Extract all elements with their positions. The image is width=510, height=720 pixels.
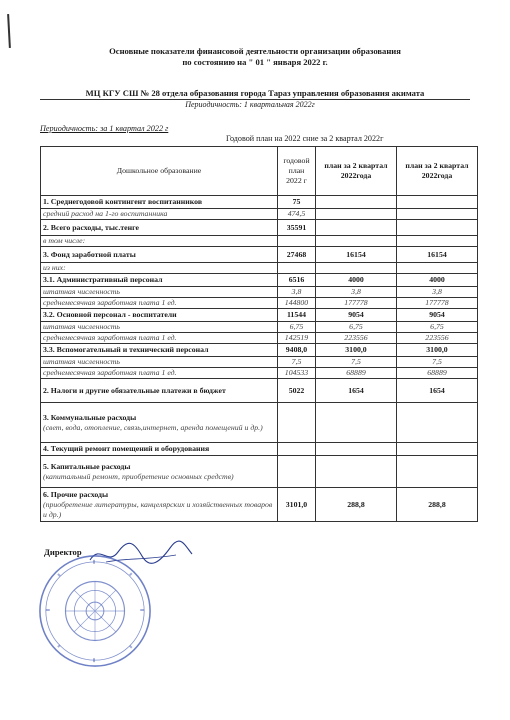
row-description: (свет, вода, отопление, связь,интернет, аренда помещений и др.): [43, 422, 263, 432]
column-header-annual-plan: годовой план 2022 г: [278, 147, 316, 196]
row-label: [41, 379, 278, 403]
table-body: [41, 196, 478, 522]
value-q2-plan: 1654: [316, 379, 397, 403]
value-q2-plan: [316, 443, 397, 456]
value-q2-plan: [316, 196, 397, 209]
table-row: [41, 209, 478, 220]
value-q2-plan-2: 16154: [397, 247, 478, 263]
table-row: [41, 309, 478, 322]
value-annual-plan: 5022: [278, 379, 316, 403]
value-q2-plan: [316, 220, 397, 236]
row-label: [41, 220, 278, 236]
value-q2-plan-2: 6,75: [397, 322, 478, 333]
periodicity-subtitle: Периодичность: 1 квартальная 2022г: [185, 100, 315, 109]
value-q2-plan: 223556: [316, 333, 397, 344]
value-annual-plan: 6,75: [278, 322, 316, 333]
row-label: [41, 263, 278, 274]
row-label: [41, 298, 278, 309]
value-q2-plan: 3100,0: [316, 344, 397, 357]
row-label: [41, 488, 278, 522]
value-q2-plan: 6,75: [316, 322, 397, 333]
row-label-text: штатная численность: [43, 322, 120, 331]
value-annual-plan: [278, 443, 316, 456]
value-q2-plan: [316, 236, 397, 247]
plan-caption: Годовой план на 2022 сние за 2 квартал 2022г: [226, 134, 384, 143]
row-label-text: среднемесячная заработная плата 1 ед.: [43, 333, 177, 342]
row-label-text: среднемесячная заработная плата 1 ед.: [43, 298, 177, 307]
value-q2-plan-2: 3,8: [397, 287, 478, 298]
row-label-text: 3. Фонд заработной платы: [43, 249, 136, 259]
value-annual-plan: 3,8: [278, 287, 316, 298]
row-label: [41, 247, 278, 263]
table-row: [41, 247, 478, 263]
row-label: [41, 236, 278, 247]
document-title: [60, 46, 450, 68]
value-annual-plan: 144800: [278, 298, 316, 309]
value-q2-plan: 177778: [316, 298, 397, 309]
value-q2-plan: [316, 209, 397, 220]
row-label-text: 5. Капитальные расходы: [43, 461, 131, 471]
row-description: (капитальный ремонт, приобретение основных средств): [43, 471, 234, 481]
title-line-2: по состоянию на " 01 " января 2022 г.: [182, 57, 328, 67]
row-label-text: 3. Коммунальные расходы: [43, 412, 137, 422]
row-label: [41, 209, 278, 220]
value-q2-plan-2: [397, 263, 478, 274]
value-q2-plan-2: [397, 196, 478, 209]
table-row: [41, 236, 478, 247]
value-q2-plan-2: [397, 220, 478, 236]
periodicity-label: Периодичность: за 1 квартал 2022 г: [40, 124, 169, 133]
value-annual-plan: 11544: [278, 309, 316, 322]
table-row: [41, 456, 478, 488]
title-line-1: Основные показатели финансовой деятельности организации образования: [109, 46, 401, 56]
column-header-section: Дошкольное образование: [41, 147, 278, 196]
row-label: [41, 403, 278, 443]
row-label-text: 3.3. Вспомогательный и технический персонал: [43, 345, 209, 354]
director-label: Директор: [44, 547, 82, 557]
row-label-text: 1. Среднегодовой контингент воспитанников: [43, 197, 203, 206]
table-row: [41, 368, 478, 379]
value-annual-plan: [278, 236, 316, 247]
row-label: [41, 309, 278, 322]
value-q2-plan-2: [397, 443, 478, 456]
value-q2-plan: 7,5: [316, 357, 397, 368]
value-q2-plan: 9054: [316, 309, 397, 322]
value-annual-plan: 75: [278, 196, 316, 209]
row-label-text: 6. Прочие расходы: [43, 489, 109, 499]
row-label-text: 2. Всего расходы, тыс.тенге: [43, 222, 140, 232]
value-q2-plan-2: 7,5: [397, 357, 478, 368]
table-row: [41, 379, 478, 403]
row-description: (приобретение литературы, канцелярских и хозяйственных товаров и др.): [43, 499, 273, 519]
value-q2-plan: 4000: [316, 274, 397, 287]
table-row: [41, 344, 478, 357]
value-annual-plan: 104533: [278, 368, 316, 379]
margin-mark: [7, 14, 11, 48]
table-row: [41, 298, 478, 309]
value-q2-plan-2: [397, 236, 478, 247]
value-q2-plan-2: 288,8: [397, 488, 478, 522]
table-row: [41, 287, 478, 298]
value-q2-plan: [316, 456, 397, 488]
value-q2-plan-2: 1654: [397, 379, 478, 403]
value-annual-plan: 6516: [278, 274, 316, 287]
value-q2-plan: 3,8: [316, 287, 397, 298]
value-q2-plan-2: 68889: [397, 368, 478, 379]
row-label: [41, 287, 278, 298]
row-label: [41, 456, 278, 488]
table-row: [41, 403, 478, 443]
table-row: [41, 322, 478, 333]
row-label-text: 4. Текущий ремонт помещений и оборудования: [43, 444, 210, 453]
value-q2-plan-2: 177778: [397, 298, 478, 309]
financial-table: [40, 146, 478, 522]
row-label-text: средний расход на 1-го воспитанника: [43, 209, 168, 218]
column-header-q2-plan-2: план за 2 квартал 2022года: [397, 147, 478, 196]
value-annual-plan: 3101,0: [278, 488, 316, 522]
row-label-text: из них:: [43, 263, 66, 272]
row-label: [41, 333, 278, 344]
official-seal: [36, 552, 154, 670]
value-annual-plan: 35591: [278, 220, 316, 236]
value-annual-plan: [278, 263, 316, 274]
value-annual-plan: 9408,0: [278, 344, 316, 357]
value-q2-plan-2: [397, 403, 478, 443]
row-label: [41, 344, 278, 357]
row-label: [41, 357, 278, 368]
value-q2-plan-2: [397, 209, 478, 220]
value-annual-plan: 27468: [278, 247, 316, 263]
value-q2-plan: 288,8: [316, 488, 397, 522]
table-row: [41, 263, 478, 274]
row-label: [41, 368, 278, 379]
table-row: [41, 333, 478, 344]
value-q2-plan-2: 223556: [397, 333, 478, 344]
row-label-text: среднемесячная заработная плата 1 ед.: [43, 368, 177, 377]
table-row: [41, 196, 478, 209]
value-annual-plan: 474,5: [278, 209, 316, 220]
row-label-text: штатная численность: [43, 357, 120, 366]
value-annual-plan: [278, 456, 316, 488]
value-q2-plan-2: [397, 456, 478, 488]
row-label-text: 3.2. Основной персонал - воспитатели: [43, 310, 177, 319]
value-q2-plan: 68889: [316, 368, 397, 379]
value-q2-plan: [316, 263, 397, 274]
value-q2-plan-2: 4000: [397, 274, 478, 287]
table-row: [41, 220, 478, 236]
value-q2-plan: 16154: [316, 247, 397, 263]
row-label-text: в том числе:: [43, 236, 86, 245]
value-annual-plan: [278, 403, 316, 443]
row-label: [41, 443, 278, 456]
row-label-text: 2. Налоги и другие обязательные платежи в бюджет: [43, 385, 226, 395]
table-row: [41, 443, 478, 456]
table-row: [41, 488, 478, 522]
table-row: [41, 274, 478, 287]
row-label-text: 3.1. Административный персонал: [43, 275, 163, 284]
table-header-row: [41, 147, 478, 196]
value-q2-plan: [316, 403, 397, 443]
value-annual-plan: 7,5: [278, 357, 316, 368]
value-q2-plan-2: 3100,0: [397, 344, 478, 357]
row-label-text: штатная численность: [43, 287, 120, 296]
row-label: [41, 274, 278, 287]
table-row: [41, 357, 478, 368]
organization-name: МЦ КГУ СШ № 28 отдела образования города Тараз управления образования акимата: [40, 88, 470, 100]
row-label: [41, 322, 278, 333]
column-header-q2-plan: план за 2 квартал 2022года: [316, 147, 397, 196]
value-q2-plan-2: 9054: [397, 309, 478, 322]
row-label: [41, 196, 278, 209]
value-annual-plan: 142519: [278, 333, 316, 344]
